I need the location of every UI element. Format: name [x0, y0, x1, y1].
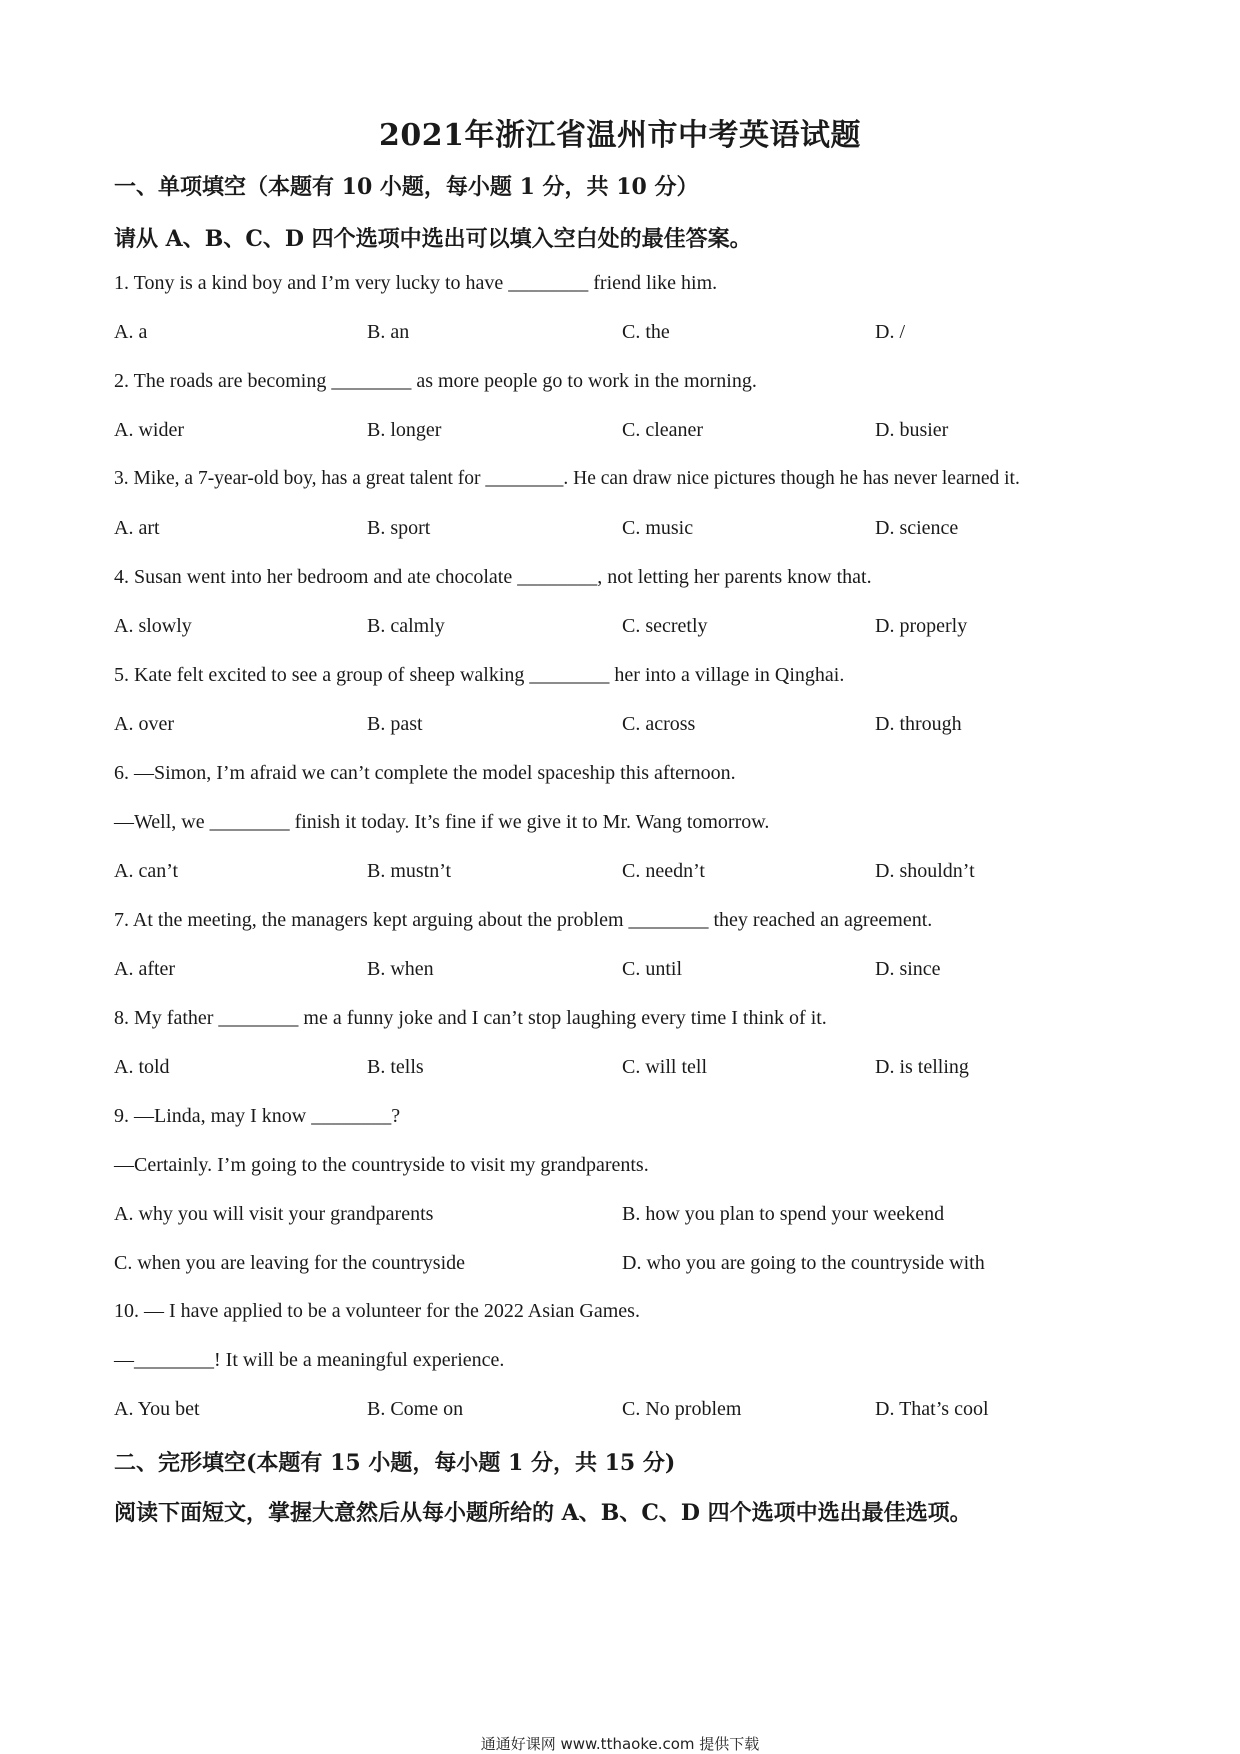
- question-5: 5. Kate felt excited to see a group of sheep walking ________ her into a village in Qinghai.: [114, 664, 845, 686]
- q7-option-b[interactable]: B. when: [367, 958, 434, 980]
- q2-option-b[interactable]: B. longer: [367, 419, 442, 441]
- q5-option-d[interactable]: D. through: [875, 713, 962, 735]
- q8-option-b[interactable]: B. tells: [367, 1056, 424, 1078]
- q4-option-a[interactable]: A. slowly: [114, 615, 192, 637]
- q4-option-d[interactable]: D. properly: [875, 615, 968, 637]
- q5-option-b[interactable]: B. past: [367, 713, 423, 735]
- q6-option-d[interactable]: D. shouldn’t: [875, 860, 975, 882]
- question-4: 4. Susan went into her bedroom and ate chocolate ________, not letting her parents know that.: [114, 566, 872, 588]
- q3-option-b[interactable]: B. sport: [367, 517, 431, 539]
- q8-option-c[interactable]: C. will tell: [622, 1056, 707, 1078]
- q4-option-c[interactable]: C. secretly: [622, 615, 708, 637]
- q10-option-b[interactable]: B. Come on: [367, 1398, 464, 1420]
- q1-option-c[interactable]: C. the: [622, 321, 670, 343]
- question-9-line2: —Certainly. I’m going to the countryside to visit my grandparents.: [114, 1154, 649, 1176]
- q10-option-a[interactable]: A. You bet: [114, 1398, 200, 1420]
- q4-option-b[interactable]: B. calmly: [367, 615, 445, 637]
- q1-option-d[interactable]: D. /: [875, 321, 905, 343]
- q3-option-d[interactable]: D. science: [875, 517, 959, 539]
- question-8: 8. My father ________ me a funny joke and I can’t stop laughing every time I think of it.: [114, 1007, 827, 1029]
- question-6-line1: 6. —Simon, I’m afraid we can’t complete the model spaceship this afternoon.: [114, 762, 736, 784]
- q9-option-b[interactable]: B. how you plan to spend your weekend: [622, 1203, 945, 1225]
- question-2: 2. The roads are becoming ________ as more people go to work in the morning.: [114, 370, 757, 392]
- q5-option-c[interactable]: C. across: [622, 713, 696, 735]
- q6-option-a[interactable]: A. can’t: [114, 860, 179, 882]
- q7-option-a[interactable]: A. after: [114, 958, 176, 980]
- section1-instruction: 请从 A、B、C、D 四个选项中选出可以填入空白处的最佳答案。: [114, 226, 752, 252]
- question-9-line1: 9. —Linda, may I know ________?: [114, 1105, 401, 1127]
- q8-option-d[interactable]: D. is telling: [875, 1056, 969, 1078]
- q5-option-a[interactable]: A. over: [114, 713, 174, 735]
- q9-option-d[interactable]: D. who you are going to the countryside with: [622, 1252, 985, 1274]
- q9-option-c[interactable]: C. when you are leaving for the countryside: [114, 1252, 466, 1274]
- question-10-line1: 10. — I have applied to be a volunteer for the 2022 Asian Games.: [114, 1300, 640, 1322]
- question-10-line2: —________! It will be a meaningful experience.: [114, 1349, 505, 1371]
- section2-instruction: 阅读下面短文，掌握大意然后从每小题所给的 A、B、C、D 四个选项中选出最佳选项。: [114, 1500, 972, 1526]
- q3-option-a[interactable]: A. art: [114, 517, 160, 539]
- question-3: 3. Mike, a 7-year-old boy, has a great talent for ________. He can draw nice pictures though he has never learned it.: [114, 468, 1020, 489]
- q7-option-c[interactable]: C. until: [622, 958, 683, 980]
- q10-option-c[interactable]: C. No problem: [622, 1398, 742, 1420]
- q3-option-c[interactable]: C. music: [622, 517, 694, 539]
- page-footer: 通通好课网 www.tthaoke.com 提供下载: [480, 1735, 760, 1753]
- section2-heading: 二、完形填空(本题有 15 小题，每小题 1 分，共 15 分): [114, 1450, 676, 1476]
- q6-option-c[interactable]: C. needn’t: [622, 860, 705, 882]
- q2-option-a[interactable]: A. wider: [114, 419, 184, 441]
- q2-option-d[interactable]: D. busier: [875, 419, 949, 441]
- section1-heading: 一、单项填空（本题有 10 小题，每小题 1 分，共 10 分）: [114, 174, 699, 200]
- question-1: 1. Tony is a kind boy and I’m very lucky to have ________ friend like him.: [114, 272, 718, 294]
- q9-option-a[interactable]: A. why you will visit your grandparents: [114, 1203, 434, 1225]
- page-title: 2021年浙江省温州市中考英语试题: [379, 118, 861, 153]
- q2-option-c[interactable]: C. cleaner: [622, 419, 704, 441]
- question-6-line2: —Well, we ________ finish it today. It’s fine if we give it to Mr. Wang tomorrow.: [114, 811, 770, 833]
- q1-option-b[interactable]: B. an: [367, 321, 410, 343]
- q1-option-a[interactable]: A. a: [114, 321, 148, 343]
- q6-option-b[interactable]: B. mustn’t: [367, 860, 452, 882]
- q10-option-d[interactable]: D. That’s cool: [875, 1398, 989, 1420]
- q8-option-a[interactable]: A. told: [114, 1056, 170, 1078]
- question-7: 7. At the meeting, the managers kept arguing about the problem ________ they reached an agreement.: [114, 909, 933, 931]
- q7-option-d[interactable]: D. since: [875, 958, 941, 980]
